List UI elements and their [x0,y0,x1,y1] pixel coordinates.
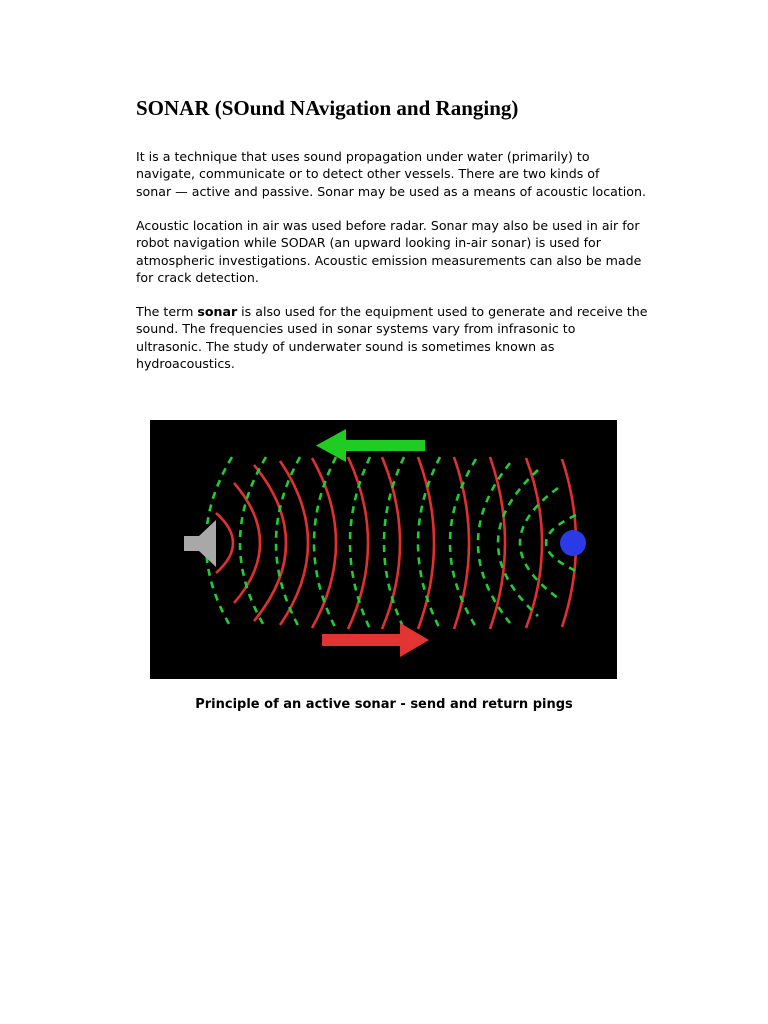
paragraph-acoustic-location [136,217,642,287]
target-object [560,530,586,556]
figure-caption: Principle of an active sonar - send and return pings [195,697,573,712]
paragraph-line [136,303,648,320]
paragraph-equipment [136,303,648,373]
paragraph-definition [136,148,646,200]
return-arrow-shaft [345,440,425,451]
paragraph-line: ultrasonic. The study of underwater sound is sometimes known as [136,338,555,354]
text-run: is also used for the equipment used to generate and receive the [237,304,648,319]
paragraph-line: hydroacoustics. [136,356,235,372]
sonar-diagram [150,420,617,679]
send-arrow-shaft [322,634,402,646]
text-run: The term [136,304,198,319]
document-title: SONAR (SOund NAvigation and Ranging) [136,96,519,120]
paragraph-line: for crack detection. [136,270,259,286]
paragraph-line: Acoustic location in air was used before radar. Sonar may also be used in air for [136,218,640,233]
bold-term-sonar: sonar [197,304,238,319]
paragraph-line: atmospheric investigations. Acoustic emission measurements can also be made [136,252,642,268]
speaker-body [184,536,199,551]
paragraph-line: navigate, communicate or to detect other vessels. There are two kinds of [136,166,600,182]
paragraph-line: sound. The frequencies used in sonar systems vary from infrasonic to [136,321,576,337]
paragraph-line: It is a technique that uses sound propagation under water (primarily) to [136,149,590,164]
paragraph-line: robot navigation while SODAR (an upward looking in-air sonar) is used for [136,235,601,251]
sonar-diagram-svg [150,420,617,679]
paragraph-line: sonar — active and passive. Sonar may be used as a means of acoustic location. [136,183,646,199]
